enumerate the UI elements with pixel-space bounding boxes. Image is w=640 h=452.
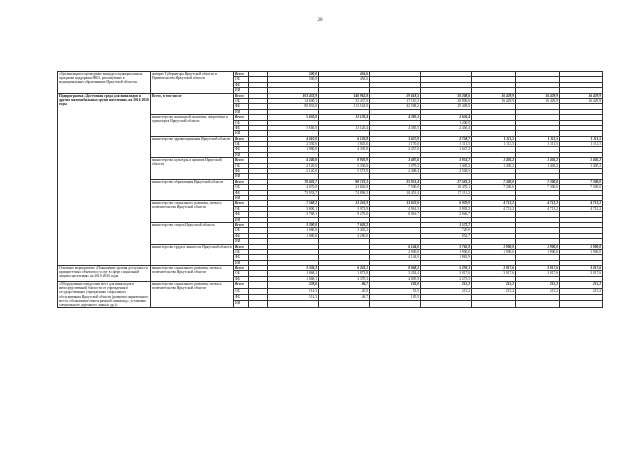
funding-source-cell: ОБ xyxy=(234,98,249,103)
value-cell: 18 451,4 xyxy=(370,190,421,195)
value-cell: 17 110,3 xyxy=(370,98,421,103)
value-cell: 215,2 xyxy=(472,282,516,288)
value-cell: 1 865,9 xyxy=(421,255,472,260)
value-cell: 2 120,0 xyxy=(268,163,319,168)
funding-source-cell: ФБ xyxy=(234,190,249,195)
funding-source-cell: ОБ xyxy=(234,120,249,125)
value-cell: 720,0 xyxy=(421,228,472,233)
executor-cell: министерство здравоохранения Иркутской области xyxy=(151,136,234,158)
value-cell: 1 880,0 xyxy=(268,147,319,152)
funding-source-cell: ФБ xyxy=(234,295,249,301)
value-cell: 16 429,9 xyxy=(560,98,603,103)
value-cell: 1 873,8 xyxy=(319,271,370,276)
value-cell: 3 953,7 xyxy=(421,158,472,163)
value-cell: 50 208,6 xyxy=(421,93,472,98)
value-cell xyxy=(560,301,603,307)
value-cell: 1 405,2 xyxy=(421,163,472,168)
value-cell: 1 900,0 xyxy=(516,244,560,249)
funding-source-cell: Всего xyxy=(234,136,249,141)
value-cell: 4 144,0 xyxy=(370,255,421,260)
funding-source-cell: ИИ xyxy=(234,260,249,265)
value-cell: 7 300,0 xyxy=(472,179,516,184)
executor-cell: министерство образования Иркутской области xyxy=(151,179,234,201)
value-cell xyxy=(268,301,319,307)
funding-source-cell: ФБ xyxy=(234,255,249,260)
value-cell: 5 573,9 xyxy=(319,169,370,174)
funding-source-cell: Всего xyxy=(234,222,249,227)
value-cell: 2 946,7 xyxy=(421,212,472,217)
value-cell: 88 833,8 xyxy=(268,104,319,109)
value-cell: 4 961,3 xyxy=(370,206,421,211)
value-cell: 2 000,0 xyxy=(370,249,421,254)
value-cell: 3 972,9 xyxy=(319,206,370,211)
value-cell: 1 111,5 xyxy=(560,142,603,147)
value-cell: 4 713,2 xyxy=(516,206,560,211)
value-cell: 4 610,0 xyxy=(268,136,319,141)
funding-source-cell: ИИ xyxy=(234,195,249,200)
value-cell: 1 079,2 xyxy=(370,163,421,168)
value-cell: 3 336,2 xyxy=(268,266,319,271)
funding-source-cell: ОБ xyxy=(234,228,249,233)
value-cell: 33 437,9 xyxy=(319,98,370,103)
value-cell: 1 845,0 xyxy=(319,142,370,147)
value-cell: 2 548,5 xyxy=(421,169,472,174)
value-cell: 3 017,6 xyxy=(472,266,516,271)
value-cell: 13 120,4 xyxy=(319,125,370,130)
value-cell: 4 713,2 xyxy=(472,201,516,206)
value-cell: 1 668,1 xyxy=(268,276,319,281)
funding-source-cell: Всего xyxy=(234,72,249,77)
value-cell xyxy=(249,301,268,307)
value-cell: 1 111,5 xyxy=(472,142,516,147)
funding-source-cell: ОБ xyxy=(234,249,249,254)
value-cell: 4 713,2 xyxy=(560,201,603,206)
value-cell: 3 017,6 xyxy=(516,271,560,276)
value-cell: 2 120,0 xyxy=(268,169,319,174)
value-cell: 42 508,2 xyxy=(370,104,421,109)
value-cell: 16 429,9 xyxy=(516,93,560,98)
value-cell: 1 900,0 xyxy=(560,249,603,254)
funding-source-cell: ИИ xyxy=(234,88,249,93)
value-cell: 1 900,0 xyxy=(560,244,603,249)
executor-cell: министерство культуры и архивов Иркутской области xyxy=(151,158,234,180)
value-cell: 7 300,0 xyxy=(516,185,560,190)
value-cell: 78 603,7 xyxy=(268,179,319,184)
value-cell: 500,0 xyxy=(268,77,319,82)
value-cell: 2 758,7 xyxy=(421,136,472,141)
funding-source-cell: ИИ xyxy=(234,152,249,157)
value-cell: 16 429,9 xyxy=(472,98,516,103)
value-cell: 4 385,5 xyxy=(370,125,421,130)
activity-name-cell: Подпрограмма «Доступная среда для инвалидов и других маломобильных групп населения» на 2014-2020 годы xyxy=(58,93,151,266)
executor-cell: министерство социального развития, опеки и попечительства Иркутской области xyxy=(151,266,234,282)
value-cell: 1 900,0 xyxy=(472,249,516,254)
value-cell: 2 275,5 xyxy=(421,276,472,281)
value-cell: 3 627,0 xyxy=(370,136,421,141)
value-cell: 16 429,9 xyxy=(560,93,603,98)
value-cell: 1 111,5 xyxy=(516,142,560,147)
funding-source-cell: Всего xyxy=(234,244,249,249)
value-cell: 29 408,6 xyxy=(421,104,472,109)
funding-source-cell: ФБ xyxy=(234,125,249,130)
value-cell: 86,7 xyxy=(319,282,370,288)
value-cell: 456,6 xyxy=(319,77,370,82)
funding-source-cell: Всего xyxy=(234,93,249,98)
activity-name-cell: Основное мероприятие «Повышение уровня доступности приоритетных объектов и услуг в сфере социальной защиты населения» на 2014-2020 годы xyxy=(58,266,151,282)
funding-source-cell: Всего xyxy=(234,179,249,184)
value-cell: 4 670,0 xyxy=(268,185,319,190)
value-cell: 1 405,2 xyxy=(560,163,603,168)
funding-source-cell: Всего xyxy=(234,266,249,271)
value-cell: 3 765,9 xyxy=(421,244,472,249)
funding-source-cell: ИИ xyxy=(234,174,249,179)
value-cell: 3 017,6 xyxy=(421,271,472,276)
executor-cell: аппарат Губернатора Иркутской области и Правительства Иркутской области xyxy=(151,72,234,94)
value-cell: 7 300,0 xyxy=(560,185,603,190)
value-cell: 4 385,5 xyxy=(370,115,421,120)
value-cell: 4 713,2 xyxy=(472,206,516,211)
value-cell: 3 403,2 xyxy=(319,228,370,233)
executor-cell: министерство социального развития, опеки и попечительства Иркутской области xyxy=(151,282,234,308)
value-cell xyxy=(421,301,472,307)
value-cell: 215,2 xyxy=(516,282,560,288)
value-cell: 4 240,0 xyxy=(268,158,319,163)
funding-source-cell: ФБ xyxy=(234,233,249,238)
value-cell: 114,3 xyxy=(268,288,319,294)
value-cell: 1 900,0 xyxy=(516,249,560,254)
funding-source-cell: ОБ xyxy=(234,142,249,147)
funding-source-cell: ОБ xyxy=(234,77,249,82)
value-cell: 4 370,3 xyxy=(319,276,370,281)
value-cell: 852,7 xyxy=(421,233,472,238)
value-cell: 10 470,1 xyxy=(421,185,472,190)
value-cell: 7 300,0 xyxy=(560,179,603,184)
value-cell xyxy=(516,301,560,307)
funding-source-cell: ИИ xyxy=(234,217,249,222)
value-cell: 46,7 xyxy=(319,295,370,301)
value-cell: 1 200,0 xyxy=(421,120,472,125)
value-cell: 7 500,0 xyxy=(370,185,421,190)
value-cell: 1 668,1 xyxy=(268,271,319,276)
value-cell: 27 581,3 xyxy=(421,179,472,184)
value-cell: 6 243,1 xyxy=(319,266,370,271)
value-cell: 1 405,2 xyxy=(560,158,603,163)
value-cell: 59 618,5 xyxy=(370,93,421,98)
value-cell: 6 144,0 xyxy=(370,244,421,249)
funding-source-cell: ОБ xyxy=(234,288,249,294)
value-cell: 4 305,8 xyxy=(319,147,370,152)
value-cell: 2 408,4 xyxy=(370,169,421,174)
funding-source-cell: Всего xyxy=(234,201,249,206)
value-cell: 3 800,1 xyxy=(268,206,319,211)
value-cell xyxy=(370,301,421,307)
value-cell: 7 300,0 xyxy=(516,179,560,184)
table-body xyxy=(58,72,603,308)
value-cell: 3 202,4 xyxy=(370,271,421,276)
value-cell: 8 061,7 xyxy=(370,212,421,217)
value-cell: 5 650,0 xyxy=(268,125,319,130)
page-number: 20 xyxy=(317,18,323,23)
value-cell: 215,2 xyxy=(560,288,603,294)
value-cell: 16 429,9 xyxy=(516,98,560,103)
value-cell: 98 723,3 xyxy=(319,179,370,184)
value-cell: 8 068,2 xyxy=(370,266,421,271)
executor-cell: министерство спорта Иркутской области xyxy=(151,222,234,244)
value-cell: 114,3 xyxy=(268,295,319,301)
value-cell: 1 170,0 xyxy=(370,142,421,147)
funding-source-cell: ФБ xyxy=(234,104,249,109)
value-cell: 456,6 xyxy=(319,72,370,77)
value-cell: 183,0 xyxy=(370,282,421,288)
value-cell: 1 647,2 xyxy=(421,147,472,152)
funding-source-cell: ФБ xyxy=(234,147,249,152)
funding-source-cell: ОБ xyxy=(234,163,249,168)
value-cell: 2 436,4 xyxy=(421,125,472,130)
value-cell: 1 111,5 xyxy=(421,142,472,147)
value-cell: 113 524,9 xyxy=(319,104,370,109)
value-cell: 14 600,1 xyxy=(268,98,319,103)
funding-source-cell: ФБ xyxy=(234,212,249,217)
value-cell: 1 405,2 xyxy=(472,163,516,168)
value-cell: 5 293,1 xyxy=(421,266,472,271)
value-cell: 73 933,7 xyxy=(268,190,319,195)
value-cell: 1 680,0 xyxy=(268,228,319,233)
funding-source-cell: ИИ xyxy=(234,301,249,307)
value-cell: 4 713,2 xyxy=(516,201,560,206)
value-cell: 1 111,5 xyxy=(516,136,560,141)
executor-cell: Всего, в том числе xyxy=(151,93,234,115)
funding-source-cell: ФБ xyxy=(234,169,249,174)
value-cell: 3 636,4 xyxy=(421,115,472,120)
value-cell: 3 017,6 xyxy=(472,271,516,276)
value-cell: 4 200,0 xyxy=(319,233,370,238)
value-cell: 25 951,4 xyxy=(370,179,421,184)
value-cell: 215,2 xyxy=(560,282,603,288)
value-cell: 3 300,0 xyxy=(268,222,319,227)
value-cell: 3 017,6 xyxy=(560,271,603,276)
value-cell: 3 487,6 xyxy=(370,158,421,163)
value-cell: 1 900,0 xyxy=(472,244,516,249)
value-cell: 103 433,9 xyxy=(268,93,319,98)
value-cell: 228,6 xyxy=(268,282,319,288)
value-cell: 13 120,4 xyxy=(319,115,370,120)
value-cell: 6 150,8 xyxy=(319,136,370,141)
funding-source-cell: ОБ xyxy=(234,185,249,190)
value-cell: 13 241,9 xyxy=(319,201,370,206)
value-cell: 1 405,2 xyxy=(516,163,560,168)
value-cell: 215,2 xyxy=(472,288,516,294)
value-cell: 53,5 xyxy=(370,288,421,294)
value-cell: 3 330,0 xyxy=(319,163,370,168)
funding-source-cell: ФБ xyxy=(234,276,249,281)
value-cell: 1 111,5 xyxy=(560,136,603,141)
value-cell: 5 650,0 xyxy=(268,115,319,120)
value-cell: 215,2 xyxy=(421,288,472,294)
funding-source-cell: Всего xyxy=(234,282,249,288)
funding-source-cell: ОБ xyxy=(234,271,249,276)
value-cell: 17 111,2 xyxy=(421,190,472,195)
value-cell: 74 896,5 xyxy=(319,190,370,195)
executor-cell: министерство труда и занятости Иркутской области xyxy=(151,244,234,266)
value-cell: 3 017,6 xyxy=(516,266,560,271)
value-cell: 8 903,9 xyxy=(319,158,370,163)
executor-cell: министерство жилищной политики, энергетики и транспорта Иркутской области xyxy=(151,115,234,137)
value-cell: 13 022,0 xyxy=(370,201,421,206)
value-cell: 1 572,7 xyxy=(421,222,472,227)
value-cell: 500,0 xyxy=(268,72,319,77)
funding-source-cell: ИИ xyxy=(234,109,249,114)
value-cell: 7 568,2 xyxy=(268,201,319,206)
funding-source-cell: ИИ xyxy=(234,239,249,244)
funding-source-cell: Всего xyxy=(234,158,249,163)
value-cell: 146 962,8 xyxy=(319,93,370,98)
activity-name-cell: «Оборудование пандусами мест для инвалидов в непосредственной близости от учреждения в государственных учреждениях социального обслуживания Иркутской области (разметка парковочного места, обозначение пиктограммой «инвалид», установка специального дорожного знака и др.)» xyxy=(58,282,151,308)
value-cell: 215,2 xyxy=(421,282,472,288)
value-cell: 2 457,0 xyxy=(370,147,421,152)
value-cell: 1 405,2 xyxy=(472,158,516,163)
value-cell: 1 405,2 xyxy=(516,158,560,163)
value-cell: 7 603,2 xyxy=(319,222,370,227)
value-cell: 3 993,2 xyxy=(421,206,472,211)
value-cell: 3 768,1 xyxy=(268,212,319,217)
value-cell: 20 800,0 xyxy=(421,98,472,103)
value-cell: 4 805,9 xyxy=(370,276,421,281)
value-cell: 3 017,6 xyxy=(560,266,603,271)
value-cell: 2 330,0 xyxy=(268,142,319,147)
value-cell: 1 111,5 xyxy=(472,136,516,141)
value-cell: 7 300,0 xyxy=(472,185,516,190)
funding-source-cell: ОБ xyxy=(234,206,249,211)
activity-name-cell: «Организация и проведение конкурса муниципальных программ поддержки НКО, реализуемых в муниципальных образованиях Иркутской области» xyxy=(58,72,151,94)
value-cell: 129,5 xyxy=(370,295,421,301)
funding-source-cell: Всего xyxy=(234,115,249,120)
value-cell: 20,0 xyxy=(319,288,370,294)
value-cell: 16 429,9 xyxy=(472,93,516,98)
budget-table xyxy=(57,71,603,308)
value-cell: 1 680,0 xyxy=(268,233,319,238)
value-cell: 215,2 xyxy=(516,288,560,294)
funding-source-cell: ФБ xyxy=(234,82,249,87)
value-cell: 23 826,8 xyxy=(319,185,370,190)
value-cell: 6 939,9 xyxy=(421,201,472,206)
funding-source-cell: ИИ xyxy=(234,131,249,136)
executor-cell: министерство социального развития, опеки и попечительства Иркутской области xyxy=(151,201,234,223)
value-cell: 9 270,0 xyxy=(319,212,370,217)
value-cell: 4 713,2 xyxy=(560,206,603,211)
value-cell xyxy=(472,301,516,307)
value-cell xyxy=(319,301,370,307)
value-cell: 1 900,0 xyxy=(421,249,472,254)
